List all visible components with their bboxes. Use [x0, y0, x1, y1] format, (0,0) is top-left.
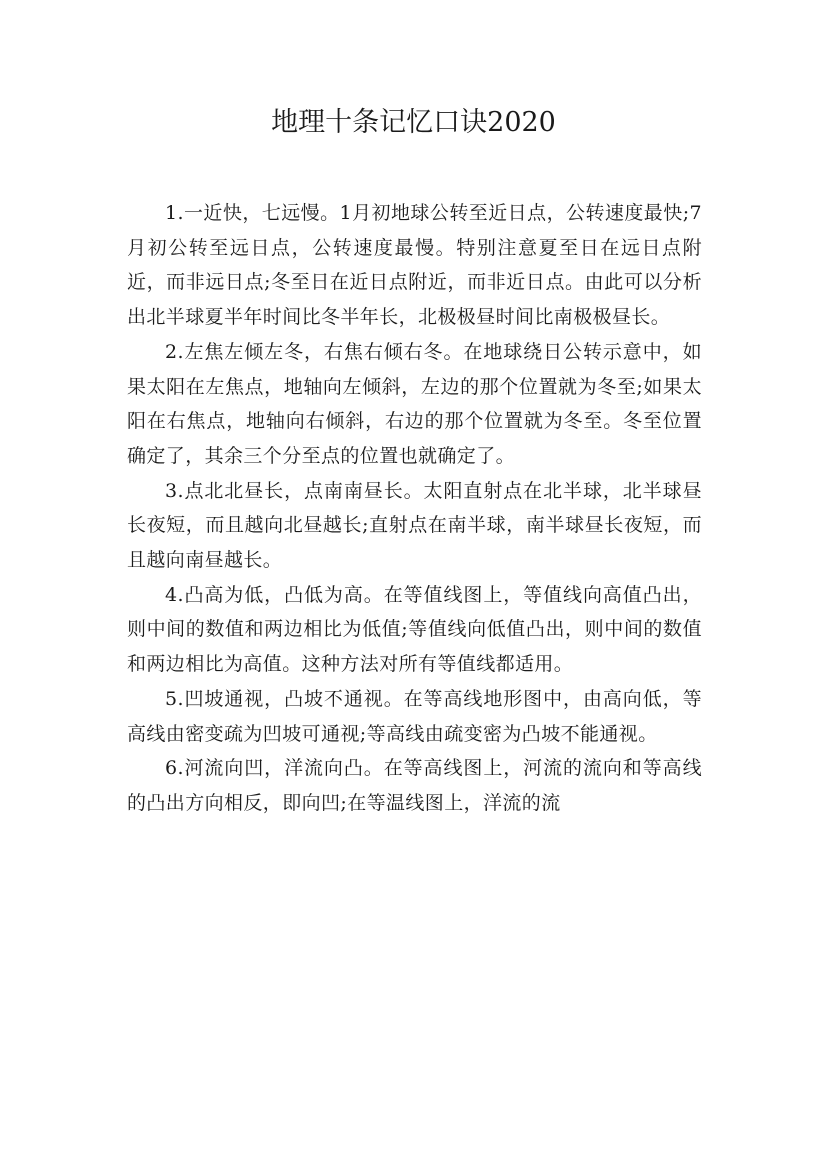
paragraph-6: 6.河流向凹，洋流向凸。在等高线图上，河流的流向和等高线的凸出方向相反，即向凹;在等温线图上，洋流的流 [127, 757, 702, 814]
paragraph-1: 1.一近快，七远慢。1月初地球公转至近日点，公转速度最快;7月初公转至远日点，公转速度最慢。特别注意夏至日在远日点附近，而非远日点;冬至日在近日点附近，而非近日点。由此可以分析出北半球夏半年时间比冬半年长，北极极昼时间比南极极昼长。 [127, 202, 702, 329]
paragraph-2: 2.左焦左倾左冬，右焦右倾右冬。在地球绕日公转示意中，如果太阳在左焦点，地轴向左倾斜，左边的那个位置就为冬至;如果太阳在右焦点，地轴向右倾斜，右边的那个位置就为冬至。冬至位置确定了，其余三个分至点的位置也就确定了。 [127, 340, 702, 467]
paragraph-4: 4.凸高为低，凸低为高。在等值线图上，等值线向高值凸出，则中间的数值和两边相比为低值;等值线向低值凸出，则中间的数值和两边相比为高值。这种方法对所有等值线都适用。 [127, 583, 702, 676]
document-body [127, 196, 702, 821]
paragraph-5: 5.凹坡通视，凸坡不通视。在等高线地形图中，由高向低，等高线由密变疏为凹坡可通视;等高线由疏变密为凸坡不能通视。 [127, 687, 702, 745]
paragraph-3: 3.点北北昼长，点南南昼长。太阳直射点在北半球，北半球昼长夜短，而且越向北昼越长;直射点在南半球，南半球昼长夜短，而且越向南昼越长。 [127, 479, 702, 572]
document-title: 地理十条记忆口诀2020 [271, 107, 556, 138]
